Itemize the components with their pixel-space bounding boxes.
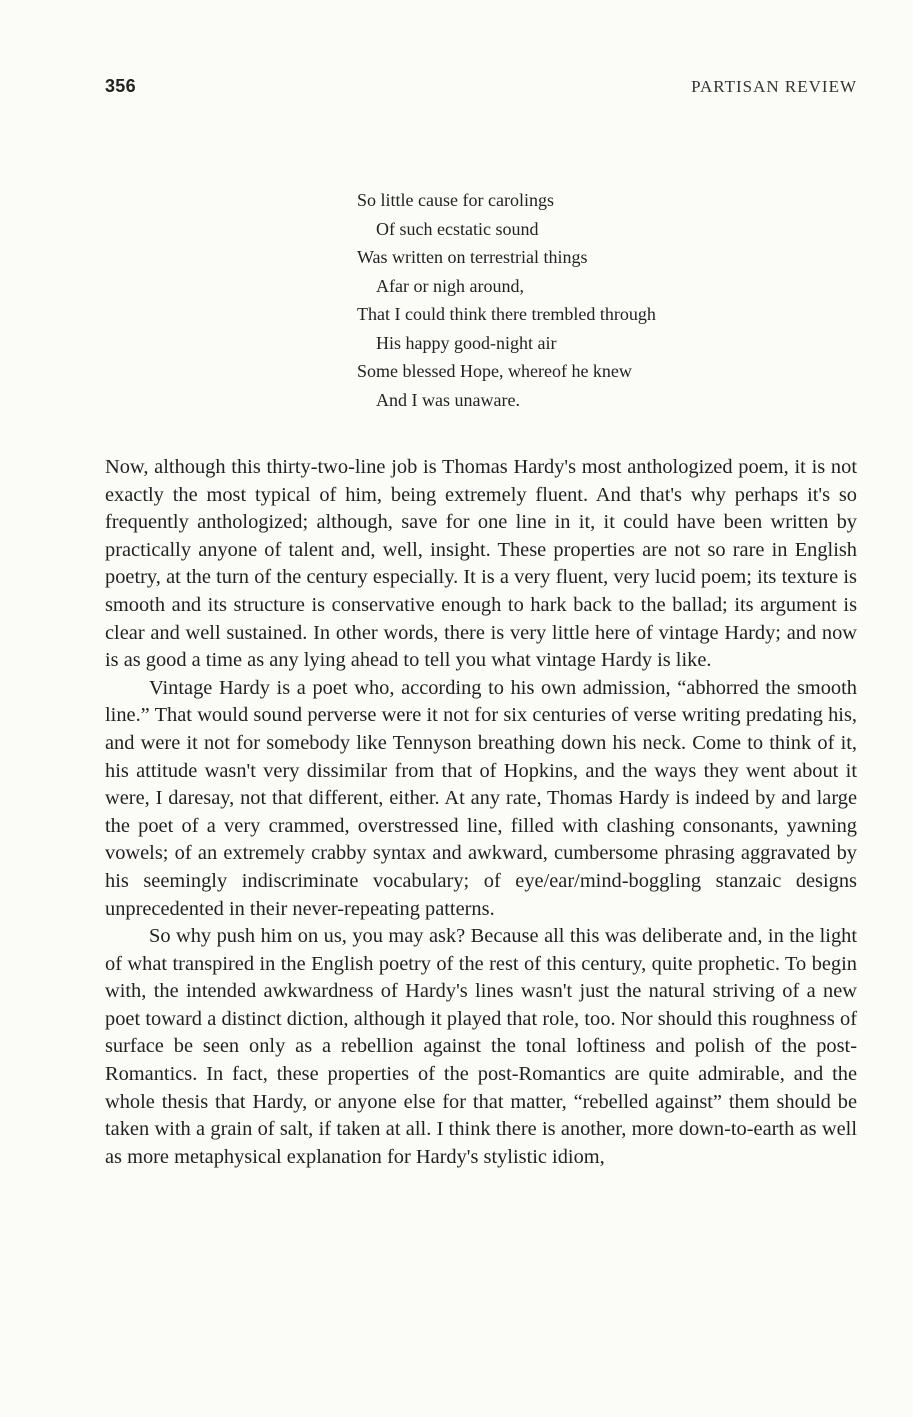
poem-line: That I could think there trembled through: [357, 304, 656, 324]
poem-line: Was written on terrestrial things: [357, 247, 588, 267]
running-head: PARTISAN REVIEW: [691, 77, 857, 96]
body-text: [105, 454, 857, 1171]
paragraph-2: Vintage Hardy is a poet who, according to his own admission, “abhorred the smooth line.” That would sound perverse were it not for six centuries of verse writing predating his, and were it not for somebody like Tennyson breathing down his neck. Come to think of it, his attitude wasn't very dissimilar from that of Hopkins, and the ways they went about it were, I daresay, not that different, either. At any rate, Thomas Hardy is indeed by and large the poet of a very crammed, overstressed line, filled with clashing consonants, yawning vowels; of an extremely crabby syntax and awkward, cumbersome phrasing aggravated by his seemingly indiscriminate vocabulary; of eye/ear/mind-boggling stanzaic designs unprecedented in their never-repeating patterns.: [105, 676, 857, 920]
poem-line: And I was unaware.: [376, 389, 520, 410]
page-number: 356: [105, 76, 136, 96]
poem-line: Some blessed Hope, whereof he knew: [357, 361, 632, 381]
poem-line: Of such ecstatic sound: [376, 218, 539, 239]
paragraph-1: Now, although this thirty-two-line job is Thomas Hardy's most anthologized poem, it is not exactly the most typical of him, being extremely fluent. And that's why perhaps it's so frequently anthologized; although, save for one line in it, it could have been written by practically anyone of talent and, well, insight. These properties are not so rare in English poetry, at the turn of the century especially. It is a very fluent, very lucid poem; its texture is smooth and its structure is conservative enough to hark back to the ballad; its argument is clear and well sustained. In other words, there is very little here of vintage Hardy; and now is as good a time as any lying ahead to tell you what vintage Hardy is like.: [105, 456, 857, 672]
paragraph-3: So why push him on us, you may ask? Because all this was deliberate and, in the light of what transpired in the English poetry of the rest of this century, quite prophetic. To begin with, the intended awkwardness of Hardy's lines wasn't just the natural striving of a new poet toward a distinct diction, although it played that role, too. Nor should this roughness of surface be seen only as a rebellion against the tonal loftiness and polish of the post-Romantics. In fact, these properties of the post-Romantics are quite admirable, and the whole thesis that Hardy, or anyone else for that matter, “rebelled against” them should be taken with a grain of salt, if taken at all. I think there is another, more down-to-earth as well as more metaphysical explanation for Hardy's stylistic idiom,: [105, 925, 857, 1168]
poem-line: So little cause for carolings: [357, 190, 554, 210]
page-header: [105, 76, 857, 100]
poem-line: Afar or nigh around,: [376, 275, 524, 296]
poem-line: His happy good-night air: [376, 332, 557, 353]
poem-quotation: [357, 186, 857, 414]
